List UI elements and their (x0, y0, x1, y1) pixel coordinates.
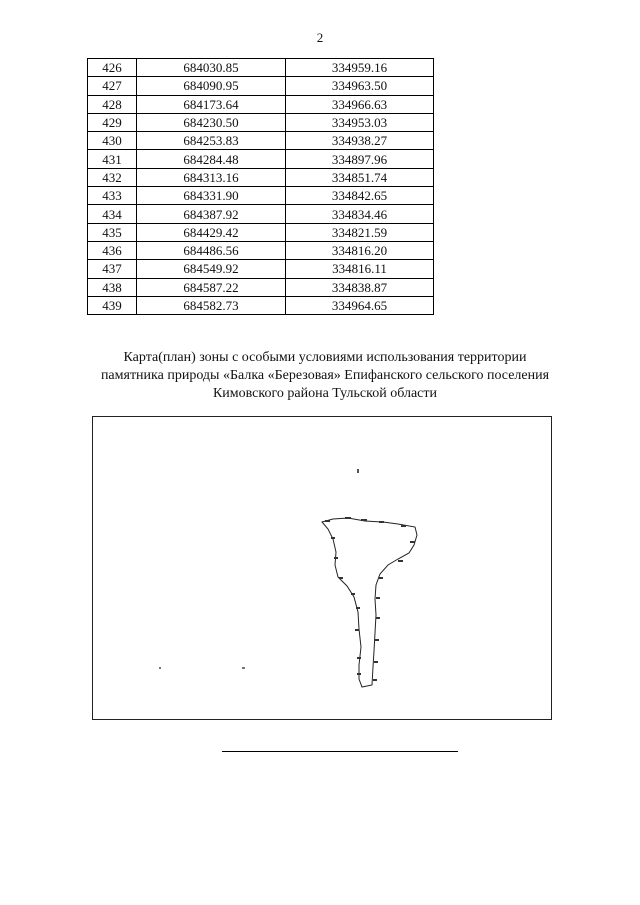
x-coordinate-cell: 684582.73 (137, 296, 286, 314)
x-coordinate-cell: 684090.95 (137, 77, 286, 95)
y-coordinate-cell: 334851.74 (286, 168, 434, 186)
stray-mark (159, 667, 161, 669)
point-number-cell: 427 (88, 77, 137, 95)
table-row (88, 278, 434, 296)
y-coordinate-cell: 334963.50 (286, 77, 434, 95)
point-number-cell: 429 (88, 113, 137, 131)
point-number-cell: 431 (88, 150, 137, 168)
point-number-cell: 434 (88, 205, 137, 223)
table-row (88, 150, 434, 168)
table-row (88, 205, 434, 223)
map-plan-drawing (93, 417, 551, 719)
x-coordinate-cell: 684230.50 (137, 113, 286, 131)
caption-line-2: памятника природы «Балка «Березовая» Епифанского сельского поселения (100, 368, 550, 383)
x-coordinate-cell: 684587.22 (137, 278, 286, 296)
point-number-cell: 432 (88, 168, 137, 186)
caption-line-1: Карта(план) зоны с особыми условиями использования территории (123, 350, 527, 365)
x-coordinate-cell: 684549.92 (137, 260, 286, 278)
x-coordinate-cell: 684253.83 (137, 132, 286, 150)
x-coordinate-cell: 684173.64 (137, 95, 286, 113)
table-row (88, 168, 434, 186)
y-coordinate-cell: 334821.59 (286, 223, 434, 241)
x-coordinate-cell: 684486.56 (137, 241, 286, 259)
y-coordinate-cell: 334816.11 (286, 260, 434, 278)
x-coordinate-cell: 684387.92 (137, 205, 286, 223)
point-number-cell: 435 (88, 223, 137, 241)
table-row (88, 95, 434, 113)
x-coordinate-cell: 684030.85 (137, 59, 286, 77)
x-coordinate-cell: 684429.42 (137, 223, 286, 241)
map-caption (90, 349, 560, 403)
y-coordinate-cell: 334953.03 (286, 113, 434, 131)
x-coordinate-cell: 684313.16 (137, 168, 286, 186)
map-plan-frame (92, 416, 552, 720)
y-coordinate-cell: 334938.27 (286, 132, 434, 150)
boundary-point-ticks (325, 517, 415, 681)
table-row (88, 59, 434, 77)
zone-boundary (322, 518, 417, 687)
y-coordinate-cell: 334966.63 (286, 95, 434, 113)
x-coordinate-cell: 684331.90 (137, 187, 286, 205)
point-number-cell: 426 (88, 59, 137, 77)
point-number-cell: 439 (88, 296, 137, 314)
table-row (88, 260, 434, 278)
x-coordinate-cell: 684284.48 (137, 150, 286, 168)
point-number-cell: 428 (88, 95, 137, 113)
signature-line (222, 751, 458, 752)
north-marker (357, 469, 359, 473)
y-coordinate-cell: 334834.46 (286, 205, 434, 223)
y-coordinate-cell: 334842.65 (286, 187, 434, 205)
table-row (88, 241, 434, 259)
point-number-cell: 436 (88, 241, 137, 259)
coordinates-table (87, 58, 434, 315)
point-number-cell: 433 (88, 187, 137, 205)
point-number-cell: 438 (88, 278, 137, 296)
y-coordinate-cell: 334838.87 (286, 278, 434, 296)
coordinates-table-body (88, 59, 434, 315)
point-number-cell: 430 (88, 132, 137, 150)
y-coordinate-cell: 334897.96 (286, 150, 434, 168)
table-row (88, 296, 434, 314)
stray-mark (242, 667, 245, 669)
table-row (88, 187, 434, 205)
caption-line-3: Кимовского района Тульской области (212, 386, 438, 401)
page-number: 2 (316, 30, 324, 45)
table-row (88, 132, 434, 150)
table-row (88, 77, 434, 95)
table-row (88, 113, 434, 131)
y-coordinate-cell: 334964.65 (286, 296, 434, 314)
y-coordinate-cell: 334816.20 (286, 241, 434, 259)
table-row (88, 223, 434, 241)
y-coordinate-cell: 334959.16 (286, 59, 434, 77)
point-number-cell: 437 (88, 260, 137, 278)
